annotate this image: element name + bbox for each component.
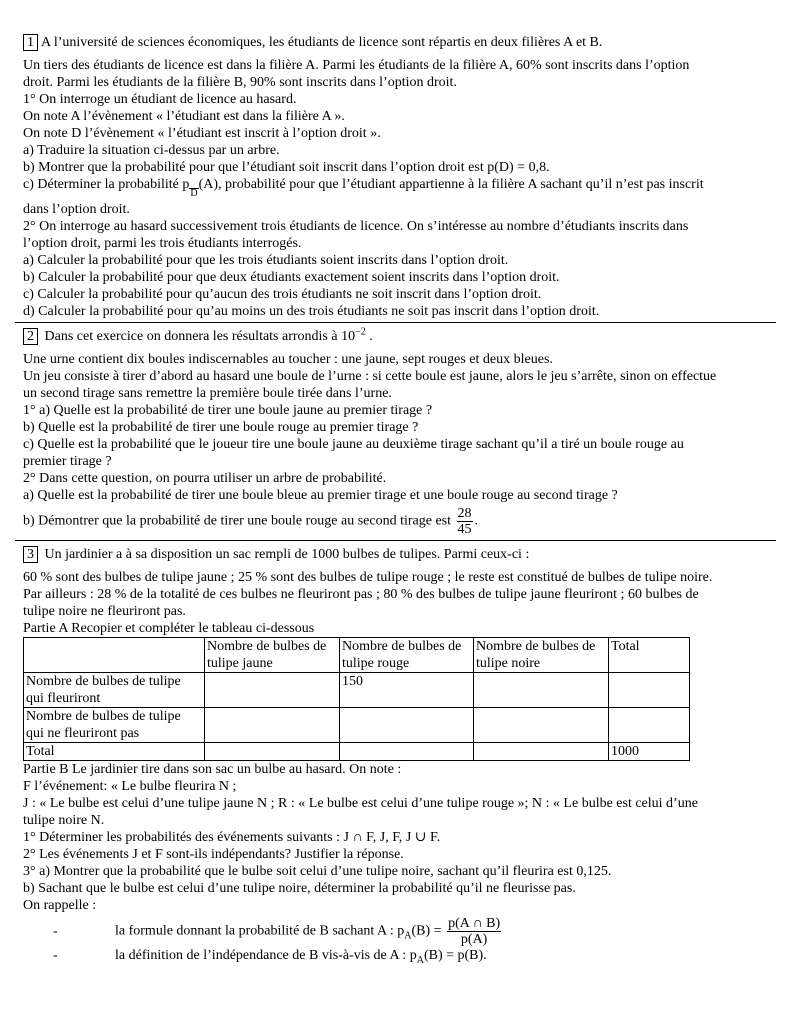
text: . (474, 513, 479, 529)
bulbs-table (23, 637, 690, 761)
exercise-2 (23, 328, 768, 537)
question-1c (23, 176, 768, 201)
text-line: a) Traduire la situation ci-dessus par un arbre. (23, 143, 280, 158)
table-cell (205, 743, 340, 761)
text-line: Un jeu consiste à tirer d’abord au hasard une boule de l’urne : si cette boule est jaune, alors le jeu s’arrête, sinon on effectue (23, 369, 717, 384)
table-cell (609, 708, 690, 743)
recall-formula (23, 916, 768, 947)
text-line: b) Sachant que le bulbe est celui d’une tulipe noire, déterminer la probabilité qu’il ne fleurisse pas. (23, 881, 576, 896)
text-line: b) Calculer la probabilité pour que deux étudiants exactement soient inscrits dans l’option droit. (23, 270, 560, 285)
text-line: l’option droit, parmi les trois étudiants interrogés. (23, 236, 302, 251)
exercise-3-heading (23, 546, 768, 563)
text-line: c) Calculer la probabilité pour qu’aucun des trois étudiants ne soit inscrit dans l’option droit. (23, 287, 542, 302)
table-header-cell: Nombre de bulbes de tulipe rouge (340, 638, 474, 673)
text: la définition de l’indépendance de B vis-à-vis de A : p (115, 948, 417, 963)
text-line: a) Calculer la probabilité pour que les trois étudiants soient inscrits dans l’option droit. (23, 253, 509, 268)
fraction (447, 916, 501, 947)
text: (A), probabilité pour que l’étudiant appartienne à la filière A sachant qu’il n’est pas inscrit (198, 177, 704, 192)
text-line: droit. Parmi les étudiants de la filière B, 90% sont inscrits dans l’option droit. (23, 75, 457, 90)
table-cell: 150 (340, 673, 474, 708)
table-row-label: Nombre de bulbes de tulipe qui fleuriront (24, 673, 205, 708)
text-line: Partie B Le jardinier tire dans son sac un bulbe au hasard. On note : (23, 762, 402, 777)
subscript: A (416, 954, 424, 966)
text-line: On rappelle : (23, 898, 97, 913)
dash-bullet: - (53, 948, 58, 963)
denominator: p(A) (460, 932, 488, 947)
exercise-title: Dans cet exercice on donnera les résultats arrondis à 10 (44, 329, 356, 344)
text-line: Partie A Recopier et compléter le tableau ci-dessous (23, 621, 315, 636)
text: c) Déterminer la probabilité p (23, 177, 190, 192)
exercise-number: 2 (23, 328, 38, 345)
denominator: 45 (457, 522, 472, 537)
subscript: A (404, 930, 412, 942)
text-line: 2° On interroge au hasard successivement trois étudiants de licence. On s’intéresse au nombre d’étudiants inscrits dans (23, 219, 689, 234)
exercise-1-heading (23, 34, 768, 51)
table-header-cell: Nombre de bulbes de tulipe jaune (205, 638, 340, 673)
numerator: p(A ∩ B) (448, 916, 501, 931)
table-row (24, 708, 690, 743)
table-header-cell: Total (609, 638, 690, 673)
text-line: tulipe noire ne fleuriront pas. (23, 604, 186, 619)
text: la formule donnant la probabilité de B sachant A : p (115, 923, 405, 939)
divider (15, 322, 776, 323)
table-header-row (24, 638, 690, 673)
text: (B) = (411, 923, 442, 939)
text: . (365, 329, 373, 344)
text-line: On note A l’évènement « l’étudiant est dans la filière A ». (23, 109, 345, 124)
exercise-1 (23, 34, 768, 320)
table-cell (474, 673, 609, 708)
text-line: 60 % sont des bulbes de tulipe jaune ; 25 % sont des bulbes de tulipe rouge ; le reste est constitué de bulbes de tulipe noire. (23, 570, 713, 585)
table-cell (609, 673, 690, 708)
text-line: Par ailleurs : 28 % de la totalité de ces bulbes ne fleuriront pas ; 80 % des bulbes de tulipe jaune fleuriront ; 60 bulbes de (23, 587, 699, 602)
text-line: a) Quelle est la probabilité de tirer une boule bleue au premier tirage et une boule rouge au second tirage ? (23, 488, 618, 503)
text-line: Une urne contient dix boules indiscernables au toucher : une jaune, sept rouges et deux bleues. (23, 352, 553, 367)
table-row-label: Total (24, 743, 205, 761)
table-cell (205, 673, 340, 708)
text-line: 3° a) Montrer que la probabilité que le bulbe soit celui d’une tulipe noire, sachant qu’il fleurira est 0,125. (23, 864, 612, 879)
exponent: −2 (355, 326, 366, 338)
text-line: dans l’option droit. (23, 202, 130, 217)
text-line: premier tirage ? (23, 454, 112, 469)
exercise-sheet (23, 34, 768, 964)
text-line: b) Montrer que la probabilité pour que l’étudiant soit inscrit dans l’option droit est p(D) = 0,8. (23, 160, 550, 175)
text-line: On note D l’évènement « l’étudiant est inscrit à l’option droit ». (23, 126, 381, 141)
table-row (24, 673, 690, 708)
text-line: 1° a) Quelle est la probabilité de tirer une boule jaune au premier tirage ? (23, 403, 433, 418)
divider (15, 540, 776, 541)
fraction (457, 506, 473, 537)
subscript-d-bar: D (190, 188, 198, 199)
text-line: d) Calculer la probabilité pour qu’au moins un des trois étudiants ne soit pas inscrit dans l’option droit. (23, 304, 600, 319)
text-line: F l’événement: « Le bulbe fleurira N ; (23, 779, 237, 794)
text-line: 1° Déterminer les probabilités des événements suivants : J ∩ F, J, F, J ∪ F. (23, 830, 441, 845)
exercise-number: 3 (23, 546, 38, 563)
text-line: 2° Les événements J et F sont-ils indépendants? Justifier la réponse. (23, 847, 404, 862)
table-cell (340, 743, 474, 761)
exercise-title: A l’université de sciences économiques, les étudiants de licence sont répartis en deux filières A et B. (41, 35, 603, 50)
text-line: Un tiers des étudiants de licence est dans la filière A. Parmi les étudiants de la filière A, 60% sont inscrits dans l’option (23, 58, 690, 73)
exercise-number: 1 (23, 34, 38, 51)
text-line: tulipe noire N. (23, 813, 105, 828)
numerator: 28 (457, 506, 472, 521)
text-line: J : « Le bulbe est celui d’une tulipe jaune N ; R : « Le bulbe est celui d’une tulipe rouge »; N : « Le bulbe est celui d’une (23, 796, 698, 811)
exercise-title: Un jardinier a à sa disposition un sac rempli de 1000 bulbes de tulipes. Parmi ceux-ci : (44, 547, 530, 562)
table-header-cell: Nombre de bulbes de tulipe noire (474, 638, 609, 673)
exercise-3 (23, 546, 768, 964)
text-line: un second tirage sans remettre la première boule tirée dans l’urne. (23, 386, 392, 401)
table-row (24, 743, 690, 761)
text-line: b) Quelle est la probabilité de tirer une boule rouge au premier tirage ? (23, 420, 419, 435)
recall-independence (23, 947, 768, 964)
table-cell (205, 708, 340, 743)
text: (B) = p(B). (423, 948, 487, 963)
table-cell (474, 743, 609, 761)
dash-bullet: - (53, 923, 58, 939)
table-cell (474, 708, 609, 743)
text-line: 2° Dans cette question, on pourra utiliser un arbre de probabilité. (23, 471, 387, 486)
table-cell: 1000 (609, 743, 690, 761)
question-2b (23, 506, 768, 537)
table-cell (24, 638, 205, 673)
table-row-label: Nombre de bulbes de tulipe qui ne fleuriront pas (24, 708, 205, 743)
text-line: 1° On interroge un étudiant de licence au hasard. (23, 92, 297, 107)
text: b) Démontrer que la probabilité de tirer une boule rouge au second tirage est (23, 513, 452, 529)
table-cell (340, 708, 474, 743)
exercise-2-heading (23, 328, 768, 345)
text-line: c) Quelle est la probabilité que le joueur tire une boule jaune au deuxième tirage sachant qu’il a tiré un boule rouge au (23, 437, 684, 452)
